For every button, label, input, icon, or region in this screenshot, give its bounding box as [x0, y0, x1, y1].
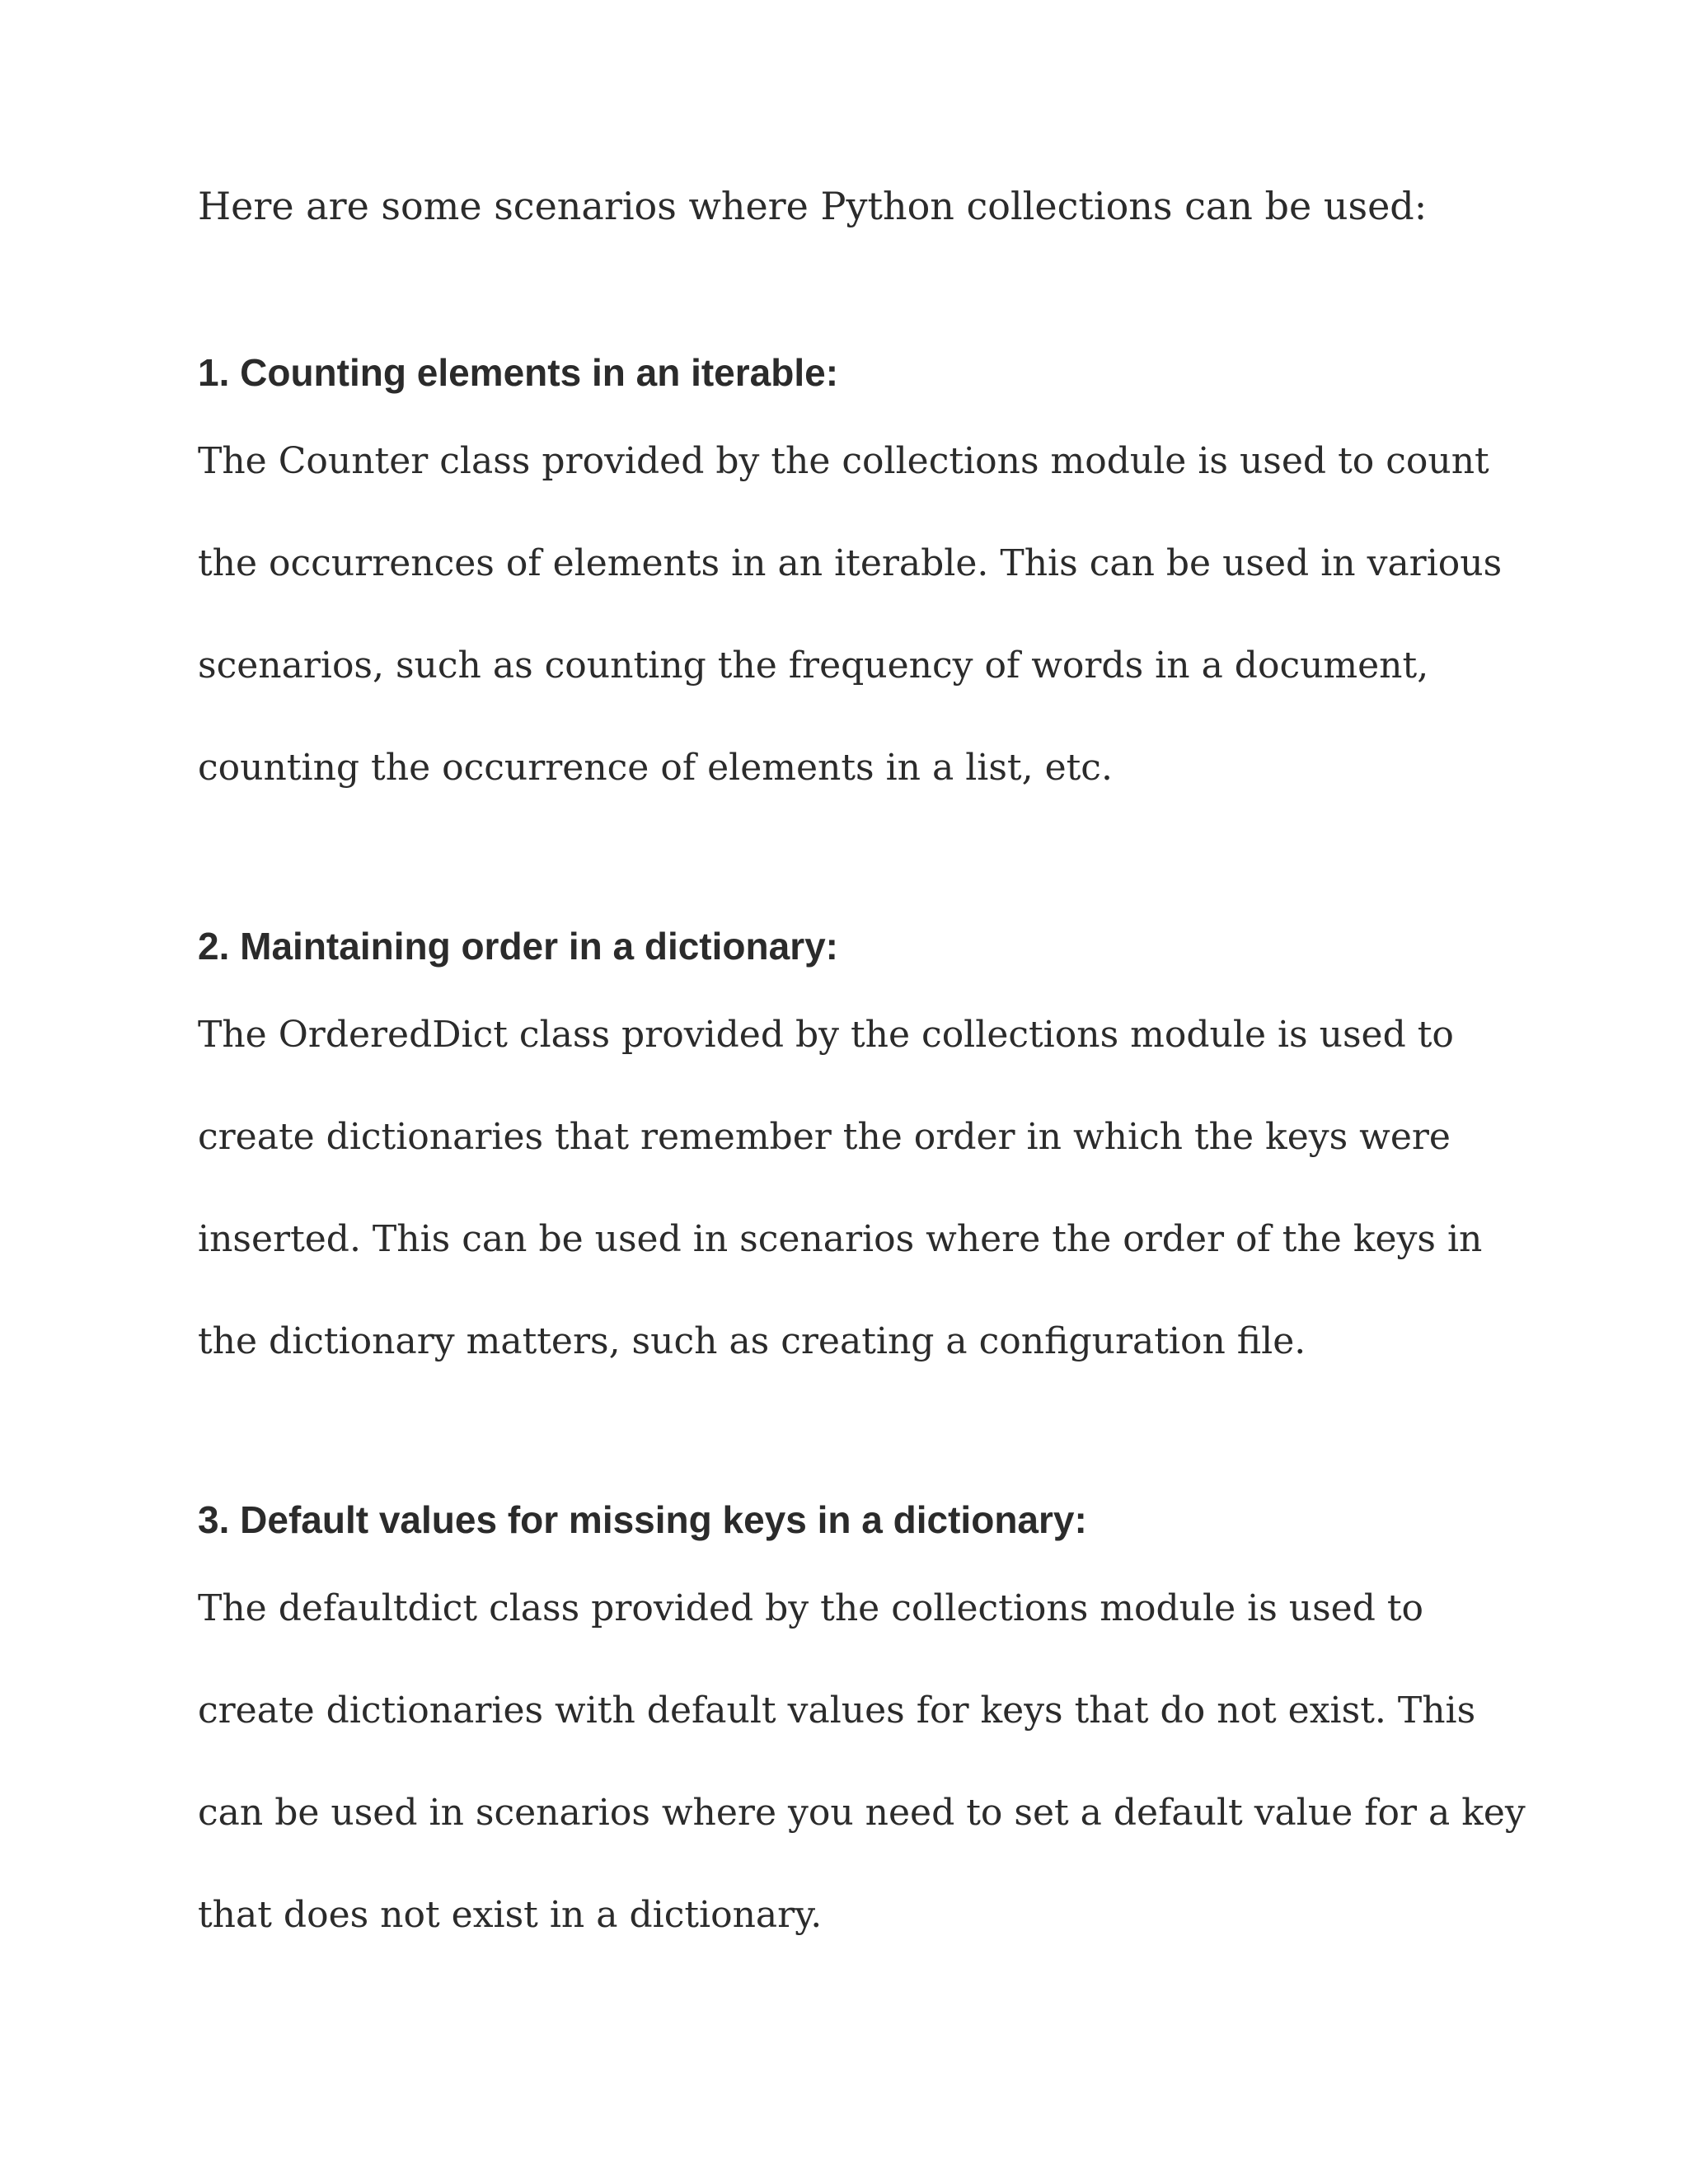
section-default-dict: [198, 1495, 1533, 1966]
section-body: The defaultdict class provided by the collections module is used to create dictionaries with default values for keys that do not exist. This can be used in scenarios where you need to set a default value for a key that does not exist in a dictionary.: [198, 1587, 1526, 1936]
section-body: The OrderedDict class provided by the collections module is used to create dictionaries that remember the order in which the keys were inserted. This can be used in scenarios where the order of the keys in the dictionary matters, such as creating a configuration file.: [198, 1014, 1483, 1362]
section-body: The Counter class provided by the collections module is used to count the occurrences of elements in an iterable. This can be used in various scenarios, such as counting the frequency of words in a document, counting the occurrence of elements in a list, etc.: [198, 440, 1503, 789]
document-content: [198, 181, 1533, 2069]
section-heading: 3. Default values for missing keys in a dictionary:: [198, 1498, 1087, 1541]
section-ordered-dict: [198, 921, 1533, 1393]
intro-paragraph: Here are some scenarios where Python collections can be used:: [198, 184, 1428, 228]
section-heading: 1. Counting elements in an iterable:: [198, 351, 839, 394]
section-counting: [198, 348, 1533, 819]
section-heading: 2. Maintaining order in a dictionary:: [198, 925, 838, 968]
